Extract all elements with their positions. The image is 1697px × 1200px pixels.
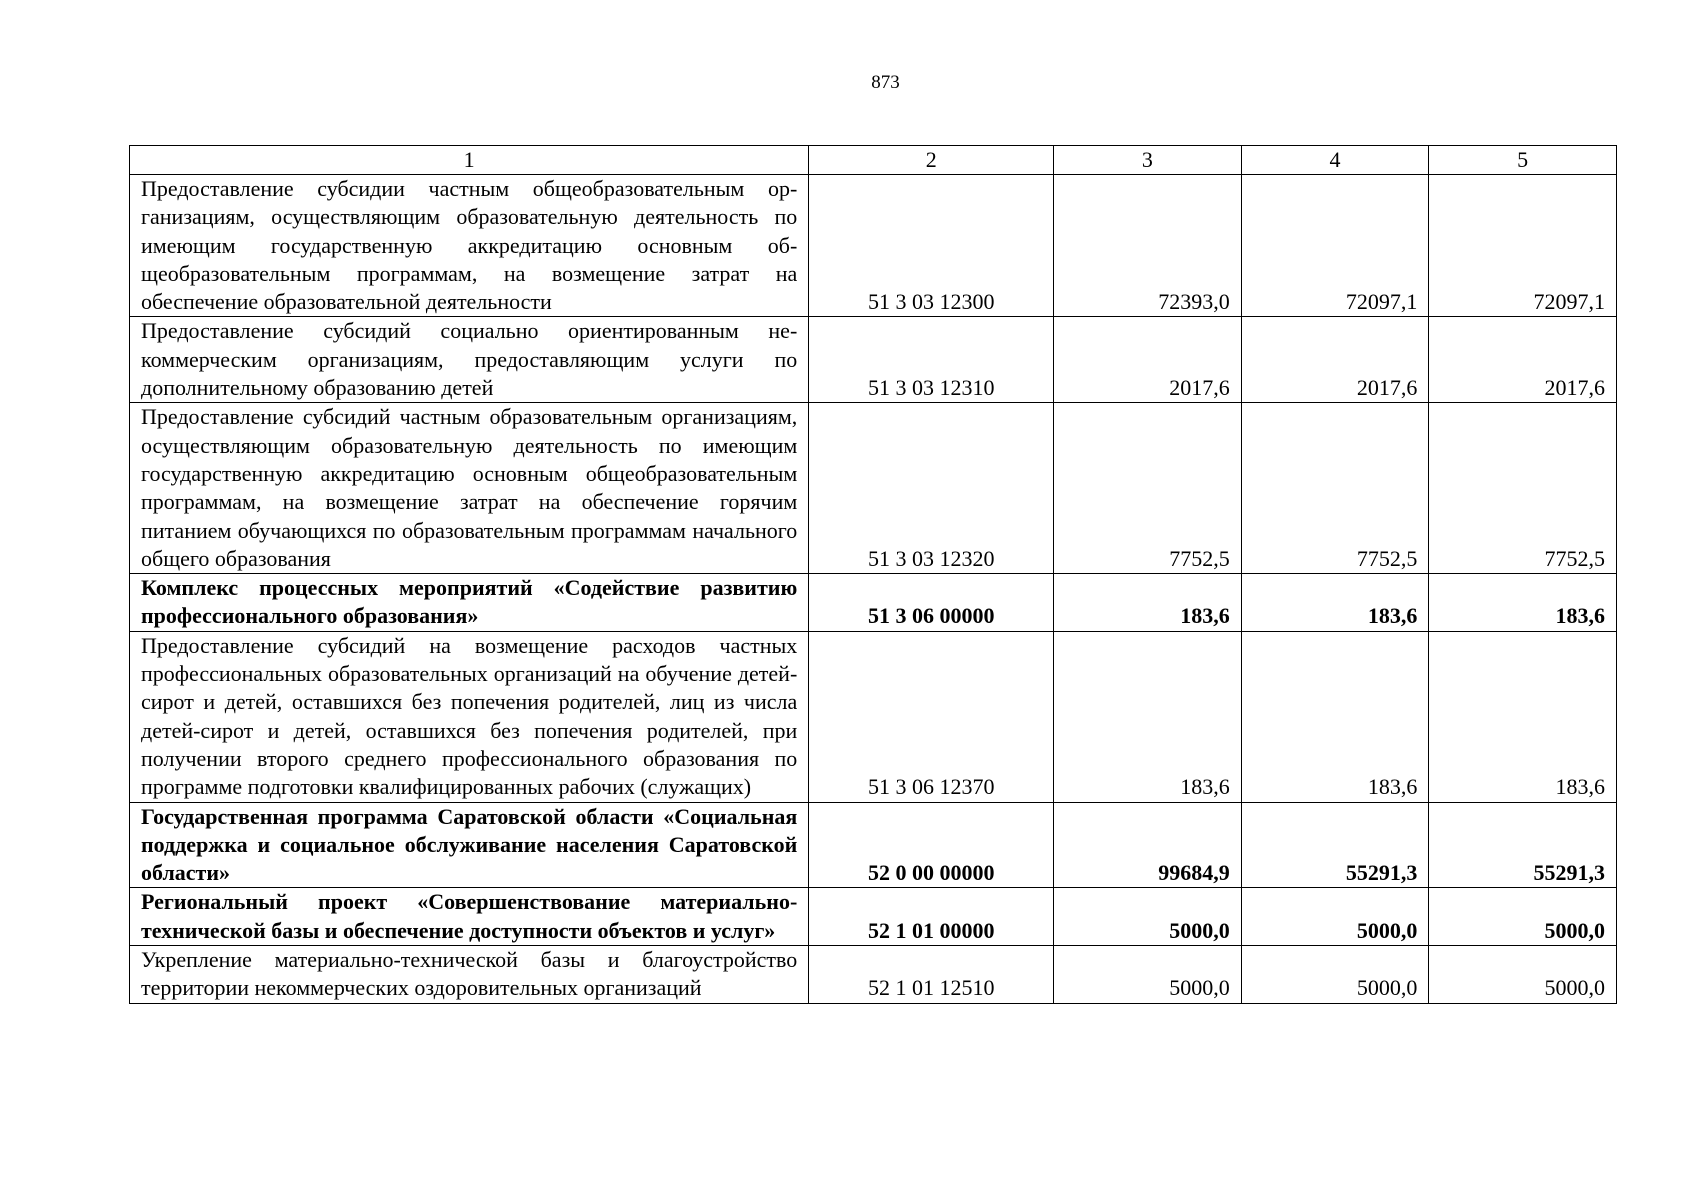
row-code: 51 3 06 00000 [809, 574, 1054, 632]
row-name: Предоставление субсидий на возмещение расходов частных профессиональных образовательных организаций на обучение детей-сирот и детей, оставшихся без попечения родителей, лиц из числа детей-сирот и детей, оставшихся без попечения родителей, при получении второго среднего профессионального образования по программе подготовки квалифицированных рабочих (служащих) [130, 631, 809, 802]
row-name: Государственная программа Саратовской области «Социальная поддержка и социальное обслуживание населения Саратовской области» [130, 802, 809, 888]
table-header-row [130, 146, 1617, 175]
table-row [130, 317, 1617, 403]
header-cell-4: 4 [1241, 146, 1429, 175]
row-value-col5: 2017,6 [1429, 317, 1617, 403]
row-name: Комплекс процессных мероприятий «Содействие развитию профессионального образования» [130, 574, 809, 632]
row-value-col3: 183,6 [1054, 631, 1242, 802]
row-name: Предоставление субсидии частным общеобразовательным организациям, осуществляющим образовательную деятельность по имеющим государственную аккредитацию основным общеобразовательным программам, на возмещение затрат на обеспечение образовательной деятельности [130, 175, 809, 317]
table-row [130, 946, 1617, 1004]
row-value-col4: 72097,1 [1241, 175, 1429, 317]
row-value-col5: 183,6 [1429, 574, 1617, 632]
row-value-col3: 7752,5 [1054, 403, 1242, 574]
row-code: 52 1 01 12510 [809, 946, 1054, 1004]
row-value-col3: 5000,0 [1054, 888, 1242, 946]
row-value-col3: 5000,0 [1054, 946, 1242, 1004]
header-cell-5: 5 [1429, 146, 1617, 175]
header-cell-3: 3 [1054, 146, 1242, 175]
row-value-col3: 2017,6 [1054, 317, 1242, 403]
row-code: 52 0 00 00000 [809, 802, 1054, 888]
table-row [130, 403, 1617, 574]
row-name: Предоставление субсидий частным образовательным организациям, осуществляющим образовательную деятельность по имеющим государственную аккредитацию основным общеобразовательным программам, на возмещение затрат на обеспечение горячим питанием обучающихся по образовательным программам начального общего образования [130, 403, 809, 574]
row-value-col5: 5000,0 [1429, 946, 1617, 1004]
row-value-col5: 183,6 [1429, 631, 1617, 802]
row-code: 51 3 03 12320 [809, 403, 1054, 574]
row-value-col5: 5000,0 [1429, 888, 1617, 946]
page-number: 873 [871, 72, 900, 93]
table-row [130, 888, 1617, 946]
budget-table [129, 145, 1617, 1004]
row-value-col4: 5000,0 [1241, 946, 1429, 1004]
row-code: 51 3 06 12370 [809, 631, 1054, 802]
row-value-col5: 55291,3 [1429, 802, 1617, 888]
header-cell-2: 2 [809, 146, 1054, 175]
row-name: Региональный проект «Совершенствование материально-технической базы и обеспечение доступности объектов и услуг» [130, 888, 809, 946]
row-value-col4: 183,6 [1241, 631, 1429, 802]
row-value-col3: 72393,0 [1054, 175, 1242, 317]
table-row [130, 574, 1617, 632]
row-value-col4: 183,6 [1241, 574, 1429, 632]
row-value-col4: 2017,6 [1241, 317, 1429, 403]
row-value-col4: 55291,3 [1241, 802, 1429, 888]
row-value-col4: 5000,0 [1241, 888, 1429, 946]
row-value-col4: 7752,5 [1241, 403, 1429, 574]
row-code: 52 1 01 00000 [809, 888, 1054, 946]
row-name: Укрепление материально-технической базы и благоустройство территории некоммерческих оздоровительных организаций [130, 946, 809, 1004]
table-row [130, 175, 1617, 317]
table-row [130, 631, 1617, 802]
row-name: Предоставление субсидий социально ориентированным некоммерческим организациям, предоставляющим услуги по дополнительному образованию детей [130, 317, 809, 403]
row-value-col3: 99684,9 [1054, 802, 1242, 888]
row-value-col5: 7752,5 [1429, 403, 1617, 574]
row-value-col5: 72097,1 [1429, 175, 1617, 317]
row-code: 51 3 03 12300 [809, 175, 1054, 317]
row-code: 51 3 03 12310 [809, 317, 1054, 403]
header-cell-1: 1 [130, 146, 809, 175]
row-value-col3: 183,6 [1054, 574, 1242, 632]
table-row [130, 802, 1617, 888]
